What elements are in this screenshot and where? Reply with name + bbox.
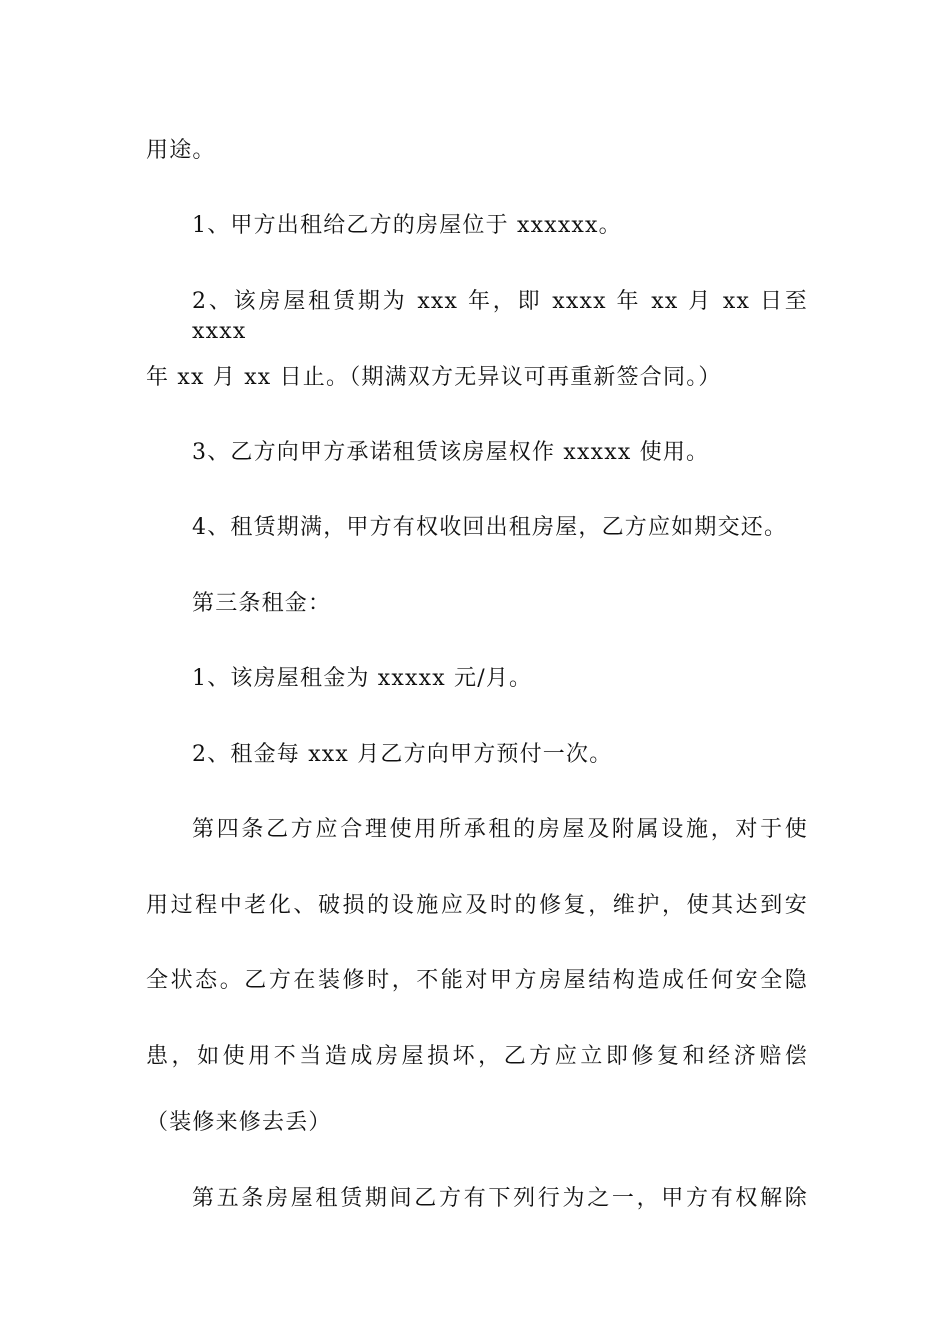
clause-4-paragraph-line-2: 用过程中老化、破损的设施应及时的修复，维护，使其达到安 <box>146 893 808 918</box>
clause-3-item-1: 1、该房屋租金为 xxxxx 元/月。 <box>192 666 533 691</box>
clause-4-paragraph-line-5: （装修来修去丢） <box>146 1110 332 1135</box>
clause-5-paragraph-line-1: 第五条房屋租赁期间乙方有下列行为之一，甲方有权解除 <box>192 1186 808 1211</box>
clause-3-item-2: 2、租金每 xxx 月乙方向甲方预付一次。 <box>192 742 613 767</box>
clause-2-item-1: 1、甲方出租给乙方的房屋位于 xxxxxx。 <box>192 213 622 238</box>
text-line-continuation-purpose: 用途。 <box>146 138 216 163</box>
clause-2-item-4: 4、租赁期满，甲方有权收回出租房屋，乙方应如期交还。 <box>192 515 788 540</box>
clause-3-heading: 第三条租金： <box>192 591 332 616</box>
clause-2-item-2: 2、该房屋租赁期为 xxx 年，即 xxxx 年 xx 月 xx 日至 xxxx <box>192 289 808 344</box>
clause-2-item-3: 3、乙方向甲方承诺租赁该房屋权作 xxxxx 使用。 <box>192 440 710 465</box>
clause-4-paragraph-line-3: 全状态。乙方在装修时，不能对甲方房屋结构造成任何安全隐 <box>146 968 808 993</box>
clause-4-paragraph-line-1: 第四条乙方应合理使用所承租的房屋及附属设施，对于使 <box>192 817 808 842</box>
clause-2-item-2-continued: 年 xx 月 xx 日止。（期满双方无异议可再重新签合同。） <box>146 365 722 390</box>
clause-4-paragraph-line-4: 患，如使用不当造成房屋损坏，乙方应立即修复和经济赔偿 <box>146 1044 808 1069</box>
